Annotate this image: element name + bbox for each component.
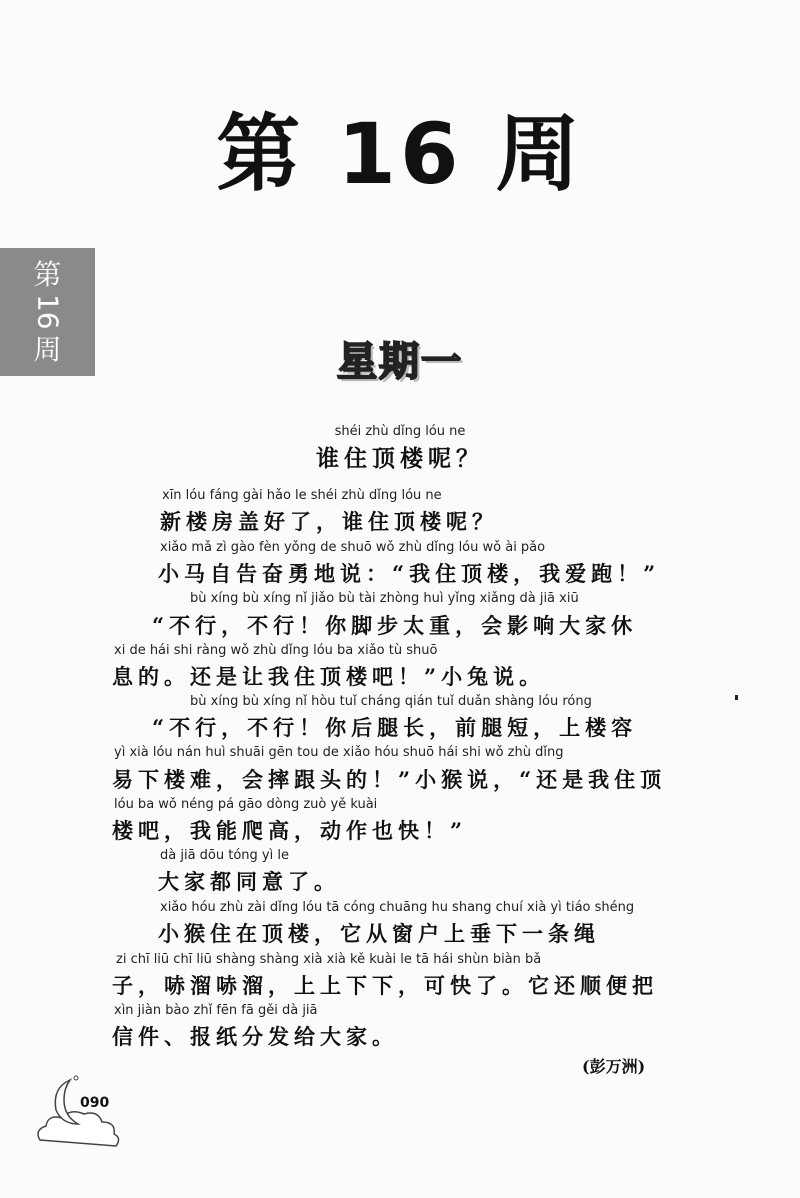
side-tab-line2: 16 [31,294,65,330]
pinyin-line-10: zi chī liū chī liū shàng shàng xià xià kě kuài le tā hái shùn biàn bǎ [116,952,542,967]
pinyin-line-6: yì xià lóu nán huì shuāi gēn tou de xiǎo hóu shuō hái shi wǒ zhù dǐng [114,745,564,760]
pinyin-line-11: xìn jiàn bào zhǐ fēn fā gěi dà jiā [114,1003,318,1018]
side-tab-line1: 第 [33,257,62,291]
text-line-4: 息的。还是让我住顶楼吧！”小兔说。 [112,664,546,689]
text-line-1: 新楼房盖好了，谁住顶楼呢？ [160,509,498,534]
pinyin-line-2: xiǎo mǎ zì gào fèn yǒng de shuō wǒ zhù dǐng lóu wǒ ài pǎo [160,540,546,555]
text-line-9: 小猴住在顶楼，它从窗户上垂下一条绳 [158,921,600,946]
pinyin-line-3: bù xíng bù xíng nǐ jiǎo bù tài zhòng huì yǐng xiǎng dà jiā xiū [190,591,579,606]
text-line-5: “不行，不行！你后腿长，前腿短，上楼容 [152,715,638,740]
author: (彭万洲) [582,1057,646,1076]
pinyin-line-4: xi de hái shi ràng wǒ zhù dǐng lóu ba xiǎo tù shuō [114,643,438,658]
pinyin-line-7: lóu ba wǒ néng pá gāo dòng zuò yě kuài [114,797,378,812]
pinyin-line-9: xiǎo hóu zhù zài dǐng lóu tā cóng chuāng hu shang chuí xià yì tiáo shéng [160,900,635,915]
text-line-6: 易下楼难，会摔跟头的！”小猴说，“还是我住顶 [112,767,667,792]
text-line-2: 小马自告奋勇地说：“我住顶楼，我爱跑！” [158,561,661,586]
page-number: 090 [80,1095,110,1111]
text-line-8: 大家都同意了。 [158,869,340,894]
pinyin-line-5: bù xíng bù xíng nǐ hòu tuǐ cháng qián tuǐ duǎn shàng lóu róng [190,694,592,709]
ink-speck [735,695,738,700]
text-line-11: 信件、报纸分发给大家。 [112,1024,398,1049]
story-title: 谁住顶楼呢？ [316,445,484,472]
pinyin-line-1: xīn lóu fáng gài hǎo le shéi zhù dǐng lóu ne [162,488,442,503]
pinyin-line-8: dà jiā dōu tóng yì le [160,848,289,863]
story-title-pinyin: shéi zhù dǐng lóu ne [334,424,466,439]
side-tab-line3: 周 [33,332,62,366]
week-title: 第 16 周 [216,105,584,203]
day-title: 星期一 [337,339,463,385]
text-line-7: 楼吧，我能爬高，动作也快！” [112,818,468,843]
moon-cloud-icon [30,1068,130,1158]
text-line-3: “不行，不行！你脚步太重，会影响大家休 [152,613,638,638]
text-line-10: 子，哧溜哧溜，上上下下，可快了。它还顺便把 [112,973,658,998]
